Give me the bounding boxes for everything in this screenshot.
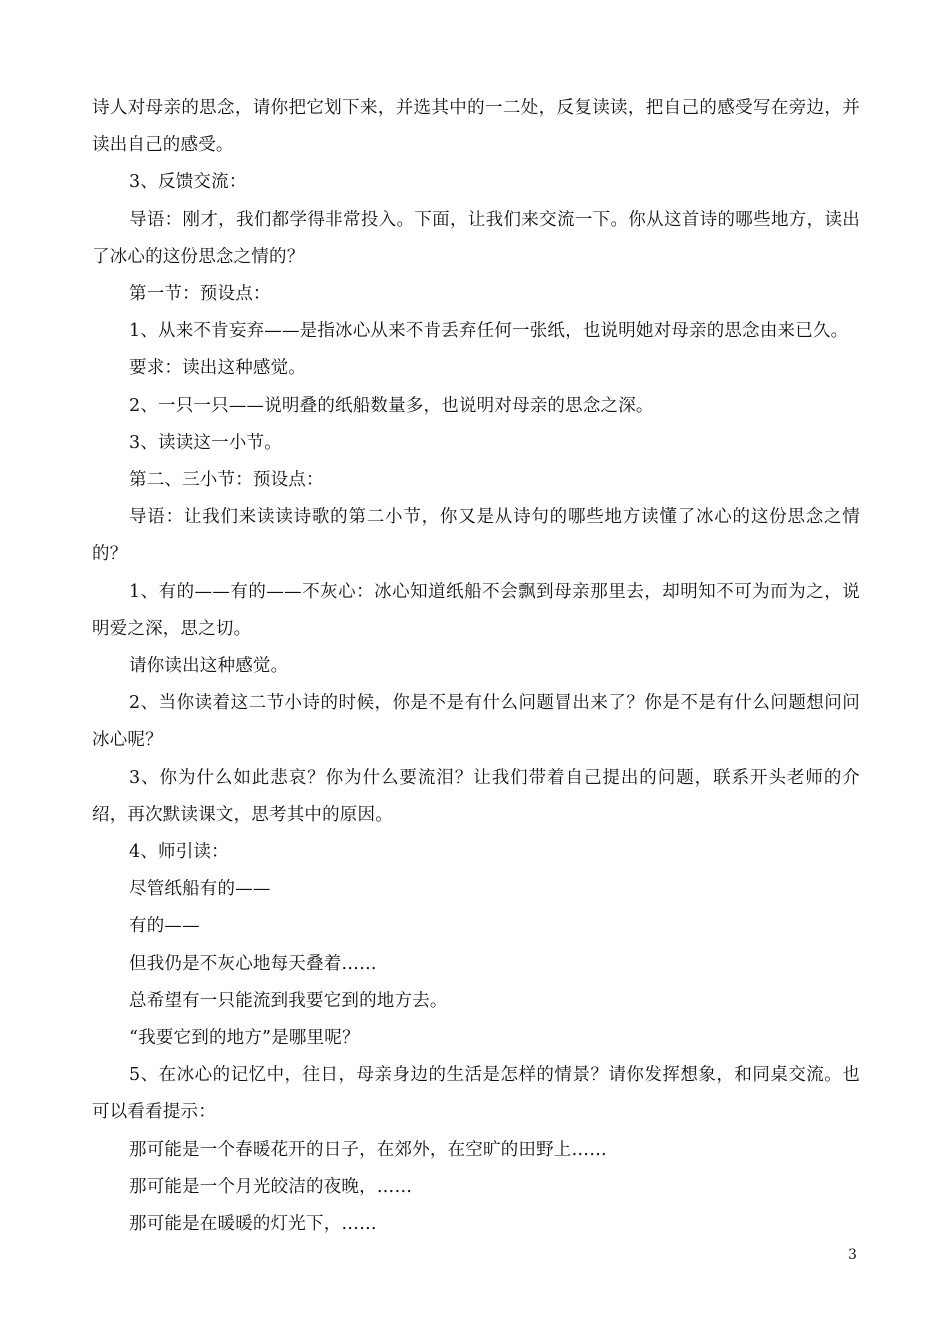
paragraph-9: 导语：让我们来读读诗歌的第二小节，你又是从诗句的哪些地方读懂了冰心的这份思念之情的？ [92, 507, 860, 565]
paragraph-6: 2、一只一只——说明叠的纸船数量多，也说明对母亲的思念之深。 [129, 395, 654, 416]
paragraph-0: 诗人对母亲的思念，请你把它划下来，并选其中的一二处，反复读读，把自己的感受写在旁边，并读出自己的感受。 [92, 98, 860, 156]
paragraph-2: 导语：刚才，我们都学得非常投入。下面，让我们来交流一下。你从这首诗的哪些地方，读出了冰心的这份思念之情的？ [92, 209, 860, 267]
paragraph-21: 那可能是一个春暖花开的日子，在郊外，在空旷的田野上…… [129, 1139, 607, 1160]
paragraph-15: 尽管纸船有的—— [129, 879, 271, 900]
paragraph-23: 那可能是在暖暖的灯光下，…… [129, 1214, 377, 1235]
paragraph-22: 那可能是一个月光皎洁的夜晚，…… [129, 1176, 413, 1197]
paragraph-16: 有的—— [129, 916, 200, 937]
paragraph-10: 1、有的——有的——不灰心：冰心知道纸船不会飘到母亲那里去，却明知不可为而为之，说明爱之深，思之切。 [92, 581, 860, 639]
paragraph-18: 总希望有一只能流到我要它到的地方去。 [129, 990, 448, 1011]
paragraph-14: 4、师引读： [129, 842, 229, 863]
paragraph-8: 第二、三小节：预设点： [129, 470, 324, 491]
paragraph-4: 1、从来不肯妄弃——是指冰心从来不肯丢弃任何一张纸，也说明她对母亲的思念由来已久。 [129, 321, 849, 342]
paragraph-13: 3、你为什么如此悲哀？你为什么要流泪？让我们带着自己提出的问题，联系开头老师的介绍，再次默读课文，思考其中的原因。 [92, 767, 860, 825]
paragraph-1: 3、反馈交流： [129, 172, 247, 193]
paragraph-7: 3、读读这一小节。 [129, 432, 282, 453]
paragraph-12: 2、当你读着这二节小诗的时候，你是不是有什么问题冒出来了？你是不是有什么问题想问问冰心呢？ [92, 693, 860, 751]
paragraph-3: 第一节：预设点： [129, 284, 271, 305]
paragraph-17: 但我仍是不灰心地每天叠着…… [129, 953, 377, 974]
paragraph-19: “我要它到的地方”是哪里呢？ [129, 1028, 360, 1049]
page-number: 3 [848, 1247, 857, 1263]
paragraph-11: 请你读出这种感觉。 [129, 656, 289, 677]
paragraph-5: 要求：读出这种感觉。 [129, 358, 306, 379]
paragraph-20: 5、在冰心的记忆中，往日，母亲身边的生活是怎样的情景？请你发挥想象，和同桌交流。也可以看看提示： [92, 1065, 860, 1123]
document-body [92, 90, 860, 1243]
